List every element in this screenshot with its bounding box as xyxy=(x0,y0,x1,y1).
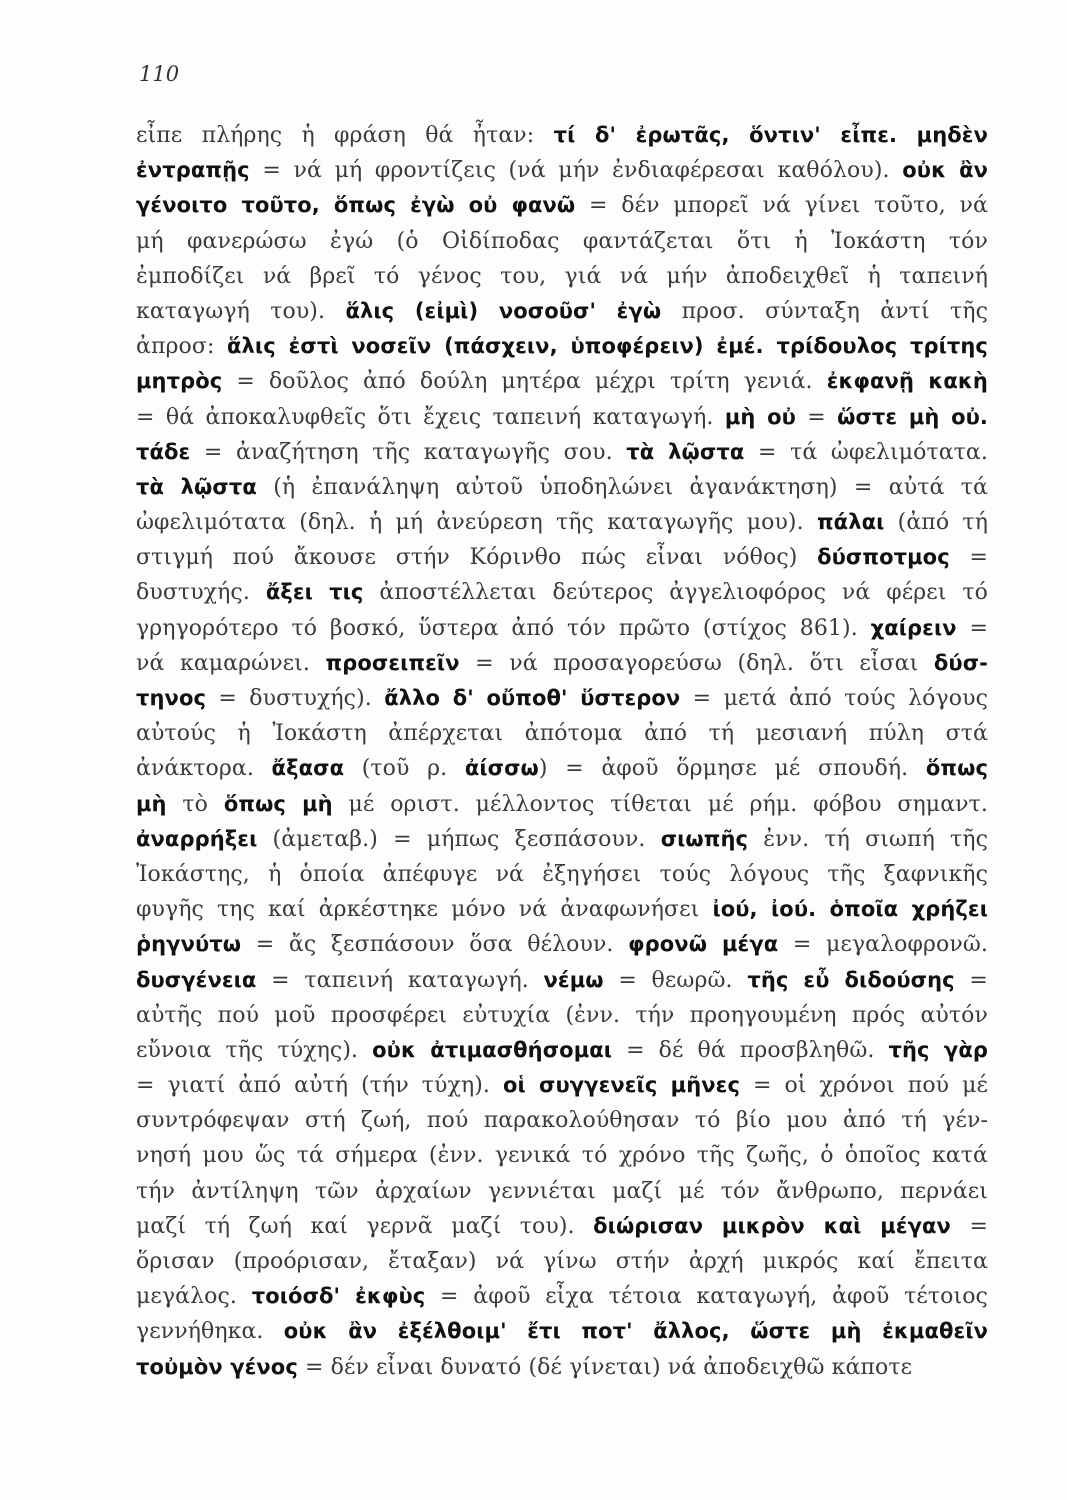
gloss-text: = θεωρῶ. xyxy=(603,967,748,993)
gloss-text: φυγῆς της καί ἀρκέστηκε μόνο νά ἀναφωνήσει xyxy=(136,897,713,923)
gloss-text: γεννήθηκα. xyxy=(136,1319,284,1345)
text-line xyxy=(136,118,988,153)
gloss-text: = τά ὠφελιμότατα. xyxy=(744,439,988,465)
gloss-text: μή φανερώσω ἐγώ (ὁ Οἰδίποδας φαντάζεται ὅτι ἡ Ἰοκάστη τόν xyxy=(136,228,988,254)
text-line xyxy=(136,716,988,751)
gloss-text: = δυστυχής). xyxy=(206,686,385,711)
gloss-text: ) = ἀφοῦ ὅρμησε μέ σπουδή. xyxy=(538,756,926,782)
text-line xyxy=(136,259,988,294)
gloss-text: νησή μου ὥς τά σήμερα (ἐνν. γενικά τό χρόνο τῆς ζωῆς, ὁ ὁποῖος κατά xyxy=(136,1143,988,1169)
lemma-term: μὴ οὐ xyxy=(724,404,796,429)
gloss-text: Ἰοκάστης, ἡ ὁποία ἀπέφυγε νά ἐξηγήσει τούς λόγους τῆς ξαφνικῆς xyxy=(136,861,988,887)
text-line xyxy=(136,1174,988,1209)
gloss-text: = xyxy=(949,545,988,571)
text-line xyxy=(136,822,988,857)
gloss-text: ἐμποδίζει νά βρεῖ τό γένος του, γιά νά μήν ἀποδειχθεῖ ἡ ταπεινή xyxy=(136,263,988,289)
gloss-text: προσ. σύνταξη ἀντί τῆς xyxy=(661,298,988,324)
gloss-text: = ἄς ξεσπάσουν ὅσα θέλουν. xyxy=(241,932,629,958)
gloss-text: καταγωγή του). xyxy=(136,298,346,324)
text-line xyxy=(136,1103,988,1138)
lemma-term: μὴ xyxy=(136,791,167,816)
gloss-text: = γιατί ἀπό αὐτή (τήν τύχη). xyxy=(136,1073,503,1099)
lemma-term: ἀναρρήξει xyxy=(136,826,258,851)
gloss-text: νά καμαρώνει. xyxy=(136,650,326,676)
lemma-term: τηνος xyxy=(136,686,207,710)
lemma-term: ἅλις (εἰμὶ) νοσοῦσ' ἐγὼ xyxy=(345,298,662,323)
gloss-text: ἀποστέλλεται δεύτερος ἀγγελιοφόρος νά φέρει τό xyxy=(363,580,988,606)
gloss-text: ὅρισαν (προόρισαν, ἔταξαν) νά γίνω στήν ἀρχή μικρός καί ἔπειτα xyxy=(136,1249,988,1274)
lemma-term: ὥστε μὴ οὐ. xyxy=(837,404,988,429)
gloss-text: στιγμή πού ἄκουσε στήν Κόρινθο πώς εἶναι νόθος) xyxy=(136,545,818,571)
gloss-text: = δοῦλος ἀπό δούλη μητέρα μέχρι τρίτη γενιά. xyxy=(222,369,827,395)
gloss-text: = νά μή φροντίζεις (νά μήν ἐνδιαφέρεσαι καθόλου). xyxy=(249,158,903,184)
lemma-term: δύσποτμος xyxy=(817,545,950,570)
gloss-text: εὔνοια τῆς τύχης). xyxy=(136,1037,373,1063)
text-line xyxy=(136,1314,988,1349)
gloss-text: (ἀπό τή xyxy=(884,510,988,536)
gloss-text: συντρόφεψαν στή ζωή, πού παρακολούθησαν τό βίο μου ἀπό τή γέν- xyxy=(136,1108,988,1134)
lemma-term: διώρισαν μικρὸν καὶ μέγαν xyxy=(593,1213,951,1238)
text-line xyxy=(136,998,988,1033)
text-line xyxy=(136,294,988,329)
gloss-text: = xyxy=(950,1213,988,1239)
gloss-text: = νά προσαγορεύσω (δηλ. ὅτι εἶσαι xyxy=(459,650,934,676)
lemma-term: τὰ λῷστα xyxy=(626,439,745,464)
text-line xyxy=(136,224,988,259)
text-line xyxy=(136,646,988,681)
gloss-text: = ἀναζήτηση τῆς καταγωγῆς σου. xyxy=(190,439,627,465)
gloss-text: τήν ἀντίληψη τῶν ἀρχαίων γεννιέται μαζί μέ τόν ἄνθρωπο, περνάει xyxy=(136,1178,988,1204)
text-line xyxy=(136,857,988,892)
gloss-text: ἀπροσ: xyxy=(136,334,228,360)
text-line xyxy=(136,1350,988,1385)
gloss-text: = θά ἀποκαλυφθεῖς ὅτι ἔχεις ταπεινή καταγωγή. xyxy=(136,404,725,430)
gloss-text: = ταπεινή καταγωγή. xyxy=(256,967,544,993)
text-line xyxy=(136,1068,988,1103)
gloss-text: τὸ xyxy=(166,791,224,817)
lemma-term: ἰού, ἰού. ὁποῖα χρήζει xyxy=(712,897,988,922)
text-line xyxy=(136,963,988,998)
gloss-text: εἶπε πλήρης ἡ φράση θά ἦταν: xyxy=(136,123,554,148)
gloss-text: αὐτούς ἡ Ἰοκάστη ἀπέρχεται ἀπότομα ἀπό τή μεσιανή πύλη στά xyxy=(136,721,988,747)
text-line xyxy=(136,575,988,610)
lemma-term: τοιόσδ' ἐκφὺς xyxy=(251,1284,426,1309)
text-line xyxy=(136,892,988,927)
lemma-term: δυσγένεια xyxy=(136,967,257,992)
text-line xyxy=(136,435,988,470)
lemma-term: ῥηγνύτω xyxy=(136,932,242,957)
lemma-term: σιωπῆς xyxy=(660,826,749,851)
gloss-text: μέ οριστ. μέλλοντος τίθεται μέ ρήμ. φόβου σημαντ. xyxy=(332,791,988,817)
gloss-text: = οἱ χρόνοι πού μέ xyxy=(740,1073,988,1099)
text-line xyxy=(136,1244,988,1279)
lemma-term: ἐκφανῇ κακὴ xyxy=(826,369,988,394)
lemma-term: ἄλλο δ' οὔποθ' ὕστερον xyxy=(384,686,681,710)
text-line xyxy=(136,153,988,188)
text-line xyxy=(136,1209,988,1244)
lemma-term: τί δ' ἐρωτᾶς, ὅντιν' εἶπε. μηδὲν xyxy=(553,123,988,147)
gloss-text: = δέν μπορεῖ νά γίνει τοῦτο, νά xyxy=(575,193,988,219)
lemma-term: ἄξει τις xyxy=(265,580,364,605)
lemma-term: πάλαι xyxy=(816,510,885,535)
gloss-text: δυστυχής. xyxy=(136,580,266,606)
gloss-text: (ἀμεταβ.) = μήπως ξεσπάσουν. xyxy=(257,826,661,852)
lemma-term: προσειπεῖν xyxy=(325,650,460,675)
gloss-text: = xyxy=(956,615,988,641)
lemma-term: ὅπως xyxy=(925,756,988,781)
gloss-text: = xyxy=(795,404,838,430)
text-line xyxy=(136,787,988,822)
gloss-text: μαζί τή ζωή καί γερνᾶ μαζί του). xyxy=(136,1213,594,1239)
lemma-term: γένοιτο τοῦτο, ὅπως ἐγὼ οὐ φανῶ xyxy=(136,193,576,218)
lemma-term: οὐκ ἀτιμασθήσομαι xyxy=(372,1037,613,1062)
lemma-term: τάδε xyxy=(136,439,191,464)
lemma-term: ἄξασα xyxy=(271,756,345,781)
lemma-term: ἅλις ἐστὶ νοσεῖν (πάσχειν, ὑποφέρειν) ἐμέ. τρίδουλος τρίτης xyxy=(227,334,988,359)
lemma-term: οἱ συγγενεῖς μῆνες xyxy=(502,1073,741,1098)
gloss-text: = μεγαλοφρονῶ. xyxy=(778,932,988,958)
text-line xyxy=(136,1279,988,1314)
gloss-text: (ἡ ἐπανάληψη αὐτοῦ ὑποδηλώνει ἀγανάκτηση) = αὐτά τά xyxy=(256,474,988,500)
lemma-term: ὅπως μὴ xyxy=(223,791,333,816)
lemma-term: νέμω xyxy=(543,967,604,992)
gloss-text: = xyxy=(954,967,988,993)
commentary-text xyxy=(136,118,988,1385)
text-line xyxy=(136,927,988,962)
gloss-text: γρηγορότερο τό βοσκό, ὕστερα ἀπό τόν πρῶτο (στίχος 861). xyxy=(136,615,871,641)
text-line xyxy=(136,470,988,505)
lemma-term: τὰ λῷστα xyxy=(136,474,257,499)
lemma-term: οὐκ ἂν ἐξέλθοιμ' ἔτι ποτ' ἄλλος, ὥστε μὴ ἐκμαθεῖν xyxy=(283,1319,988,1344)
gloss-text: αὐτῆς πού μοῦ προσφέρει εὐτυχία (ἐνν. τήν προηγουμένη πρός αὐτόν xyxy=(136,1002,988,1028)
text-line xyxy=(136,1138,988,1173)
gloss-text: ἀνάκτορα. xyxy=(136,756,272,782)
text-line xyxy=(136,329,988,364)
gloss-text: = δέ θά προσβληθῶ. xyxy=(612,1037,889,1063)
text-line xyxy=(136,400,988,435)
lemma-term: ἐντραπῇς xyxy=(136,158,250,183)
text-line xyxy=(136,188,988,223)
text-line xyxy=(136,364,988,399)
text-line xyxy=(136,540,988,575)
lemma-term: οὐκ ἂν xyxy=(902,158,988,183)
text-line xyxy=(136,751,988,786)
text-line xyxy=(136,681,988,716)
gloss-text: = δέν εἶναι δυνατό (δέ γίνεται) νά ἀποδειχθῶ κάποτε xyxy=(297,1354,913,1380)
gloss-text: ὠφελιμότατα (δηλ. ἡ μή ἀνεύρεση τῆς καταγωγῆς μου). xyxy=(136,510,817,536)
lemma-term: φρονῶ μέγα xyxy=(628,932,779,957)
text-line xyxy=(136,611,988,646)
page-number: 110 xyxy=(139,62,180,86)
lemma-term: μητρὸς xyxy=(136,369,223,394)
gloss-text: ἐνν. τή σιωπή τῆς xyxy=(748,826,988,852)
lemma-term: χαίρειν xyxy=(870,615,957,640)
gloss-text: (τοῦ ρ. xyxy=(344,756,465,782)
gloss-text: = ἀφοῦ εἶχα τέτοια καταγωγή, ἀφοῦ τέτοιος xyxy=(425,1284,988,1310)
gloss-text: μεγάλος. xyxy=(136,1284,252,1310)
text-line xyxy=(136,505,988,540)
lemma-term: ἀίσσω xyxy=(464,756,539,781)
lemma-term: δύσ- xyxy=(933,650,988,675)
lemma-term: τοὐμὸν γένος xyxy=(136,1354,298,1379)
lemma-term: τῆς εὖ διδούσης xyxy=(747,967,955,992)
lemma-term: τῆς γὰρ xyxy=(888,1037,988,1062)
gloss-text: = μετά ἀπό τούς λόγους xyxy=(680,686,988,711)
text-line xyxy=(136,1033,988,1068)
